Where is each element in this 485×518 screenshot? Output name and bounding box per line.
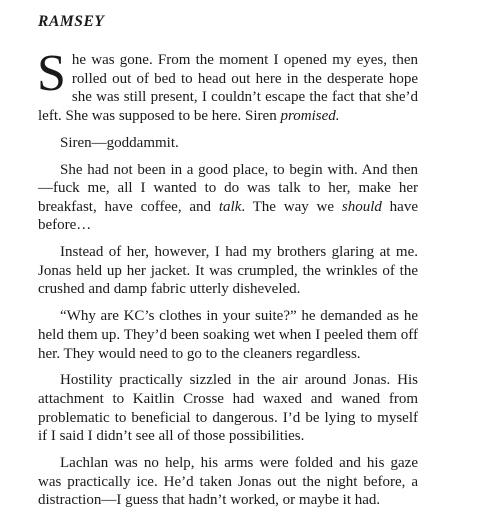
- paragraph-3-text-2: . The way we: [241, 198, 342, 215]
- drop-cap: S: [37, 45, 66, 102]
- paragraph-5: [38, 307, 418, 363]
- paragraph-6: [38, 371, 418, 445]
- chapter-heading: RAMSEY: [38, 13, 105, 30]
- paragraph-3-emphasis-2: should: [341, 198, 382, 215]
- paragraph-1-text-1: he was gone. From the moment I opened my eyes, then rolled out of bed to head out here in the desperate hope she was still present, I couldn’t escape the fact that she’d left. She was supposed to be here. Siren: [38, 52, 418, 124]
- paragraph-4: [38, 243, 418, 299]
- paragraph-3-emphasis-1: talk: [218, 198, 242, 215]
- paragraph-5-text-1: “Why are KC’s clothes in your suite?” he demanded as he held them up. They’d been soaking wet when I peeled them off her. They would need to go to the cleaners regardless.: [38, 308, 418, 362]
- paragraph-1: [37, 45, 418, 125]
- paragraph-6-text-1: Hostility practically sizzled in the air around Jonas. His attachment to Kaitlin Crosse had waxed and waned from problematic to beneficial to dangerous. I’d be lying to myself if I said I didn’t see all of those possibilities.: [38, 372, 418, 445]
- body-text: [37, 45, 418, 518]
- paragraph-3-text-1: She had not been in a good place, to begin with. And then —fuck me, all I wanted to do was talk to her, make her breakfast, have coffee, and: [38, 161, 418, 215]
- paragraph-2-text-1: Siren—goddammit.: [60, 134, 179, 151]
- paragraph-3: [38, 161, 418, 235]
- paragraph-3-text-3: have before…: [38, 198, 418, 234]
- paragraph-7: [38, 454, 418, 510]
- paragraph-1-emphasis-1: promised.: [280, 107, 340, 124]
- paragraph-4-text-1: Instead of her, however, I had my brothers glaring at me. Jonas held up her jacket. It was crumpled, the wrinkles of the crushed and damp fabric utterly disheveled.: [38, 244, 418, 298]
- paragraph-7-text-1: Lachlan was no help, his arms were folded and his gaze was practically ice. He’d taken Jonas out the night before, a distraction—I guess that hadn’t worked, or maybe it had.: [38, 455, 418, 509]
- paragraph-2: [38, 134, 418, 153]
